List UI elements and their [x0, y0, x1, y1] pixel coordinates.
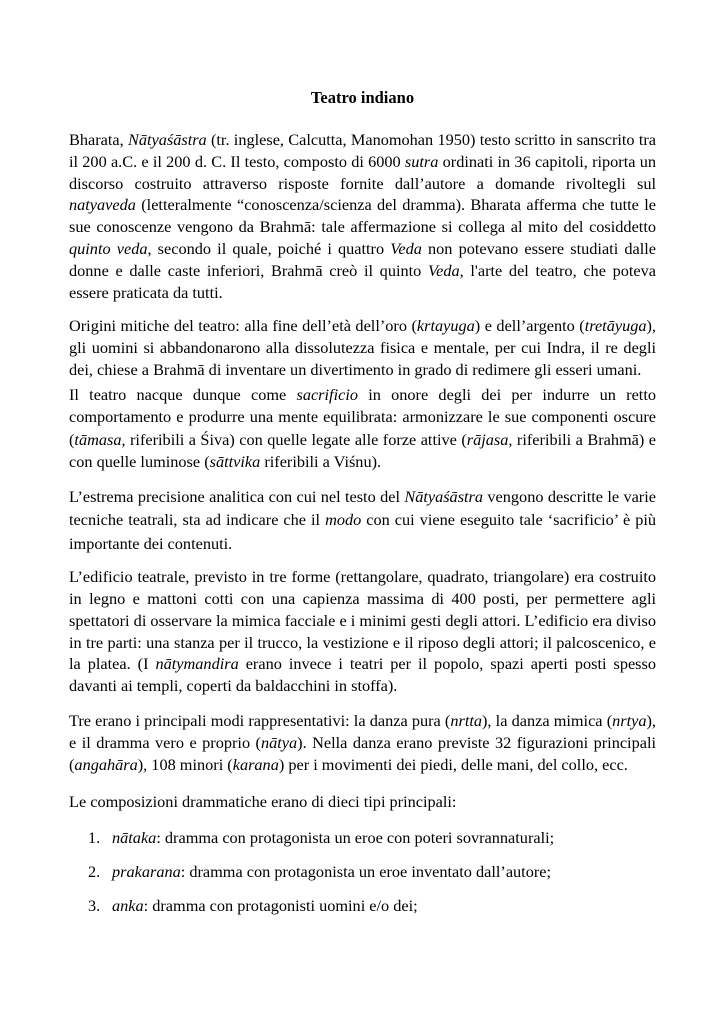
- italic-term: natyaveda: [69, 195, 136, 215]
- italic-term: sāttvika: [209, 452, 261, 472]
- italic-term: Nātyaśāstra: [404, 486, 484, 506]
- text-run: Le composizioni drammatiche erano di dieci tipi principali:: [69, 792, 457, 812]
- list-item: [88, 861, 656, 883]
- text-run: , l'arte del teatro, che poteva essere praticata da tutti.: [69, 260, 657, 302]
- list-text: : dramma con protagonista un eroe inventato dall’autore;: [180, 862, 552, 882]
- text-run: non potevano essere studiati dalle donne e dalle caste inferiori, Brahmā creò il quinto: [69, 238, 656, 280]
- list-term: nātaka: [112, 828, 157, 848]
- text-run: ), la danza mimica (: [482, 711, 613, 731]
- text-run: ), gli uomini si abbandonarono alla dissolutezza fisica e mentale, per cui Indra, il re degli dei, chiese a Brahmā di inventare un divertimento in grado di redimere gli esseri umani.: [69, 316, 656, 379]
- text-run: , riferibili a Śiva) con quelle legate alle forze attive (: [121, 429, 467, 449]
- list-number: 2.: [88, 862, 101, 882]
- paragraph-building: [69, 566, 656, 697]
- list-number: 3.: [88, 896, 101, 916]
- text-run: ), e il dramma vero e proprio (: [69, 711, 656, 752]
- text-run: ). Nella danza erano previste 32 figurazioni principali (: [69, 732, 656, 774]
- italic-term: nrtta: [450, 711, 483, 731]
- paragraph-modes: [69, 710, 656, 775]
- list-term: prakarana: [112, 862, 181, 882]
- text-run: erano invece i teatri per il popolo, spazi aperti posti spesso davanti ai templi, coperti da baldacchini in stoffa).: [69, 654, 656, 696]
- italic-term: karana: [232, 754, 279, 774]
- list-text: : dramma con protagonisti uomini e/o dei;: [143, 896, 418, 916]
- paragraph-compositions: [69, 791, 656, 813]
- list-number: 1.: [88, 828, 101, 848]
- list-item: [88, 827, 656, 849]
- text-run: , secondo il quale, poiché i quattro: [147, 238, 391, 258]
- text-run: , riferibili a Brahmā) e con quelle luminose (: [69, 429, 657, 472]
- list-text: : dramma con protagonista un eroe con poteri sovrannaturali;: [156, 828, 555, 848]
- text-run: ), 108 minori (: [137, 754, 233, 774]
- text-run: (tr. inglese, Calcutta, Manomohan 1950) testo scritto in sanscrito tra il 200 a.C. e il 200 d. C. Il testo, composto di 6000: [69, 130, 657, 171]
- list-item: [88, 895, 656, 917]
- italic-term: nātymandira: [155, 654, 239, 674]
- italic-term: quinto veda: [69, 238, 148, 258]
- italic-term: krtayuga: [416, 316, 475, 336]
- text-run: Bharata,: [69, 130, 128, 149]
- text-run: L’edificio teatrale, previsto in tre forme (rettangolare, quadrato, triangolare) era costruito in legno e mattoni cotti con una capienza massima di 400 posti, per permettere agli spettatori di osservare la mimica facciale e i minimi gesti degli attori. L’edificio era diviso in tre parti: una stanza per il trucco, la vestizione e il riposo degli attori; il palcoscenico, e la platea. (I: [69, 567, 656, 674]
- italic-term: sutra: [404, 151, 439, 171]
- text-run: ordinati in 36 capitoli, riporta un discorso costruito attraverso risposte fornite dall’autore a domande rivoltegli sul: [69, 151, 656, 193]
- italic-term: nātya: [260, 732, 298, 752]
- text-run: ) per i movimenti dei piedi, delle mani, del collo, ecc.: [278, 754, 628, 774]
- italic-term: angahāra: [74, 754, 138, 774]
- paragraph-origins: [69, 315, 656, 380]
- italic-term: tretāyuga: [584, 316, 647, 336]
- text-run: Origini mitiche del teatro: alla fine dell’età dell’oro (: [69, 316, 417, 336]
- italic-term: Veda: [427, 260, 460, 280]
- paragraph-intro: [69, 129, 656, 303]
- italic-term: tāmasa: [74, 429, 122, 449]
- text-run: con cui viene eseguito tale ‘sacrificio’ è più importante dei contenuti.: [69, 510, 657, 553]
- paragraph-sacrifice: [69, 384, 656, 474]
- italic-term: modo: [325, 510, 362, 530]
- list-term: anka: [112, 896, 144, 916]
- paragraph-precision: [69, 485, 656, 556]
- text-run: (letteralmente “conoscenza/scienza del dramma). Bharata afferma che tutte le sue conoscenze vengono da Brahmā: tale affermazione si collega al mito del cosiddetto: [69, 195, 656, 237]
- italic-term: rājasa: [466, 429, 509, 449]
- text-run: riferibili a Viśnu).: [260, 452, 382, 472]
- text-run: vengono descritte le varie tecniche teatrali, sta ad indicare che il: [69, 486, 656, 530]
- text-run: Il teatro nacque dunque come: [69, 384, 297, 404]
- italic-term: sacrificio: [296, 384, 358, 404]
- document-title: Teatro indiano: [310, 88, 415, 107]
- italic-term: Nātyaśāstra: [127, 130, 207, 149]
- text-run: ) e dell’argento (: [474, 316, 585, 336]
- text-run: Tre erano i principali modi rappresentativi: la danza pura (: [69, 711, 451, 731]
- italic-term: nrtya: [612, 711, 647, 731]
- italic-term: Veda: [390, 238, 422, 258]
- text-run: L’estrema precisione analitica con cui nel testo del: [69, 486, 405, 506]
- text-run: in onore degli dei per indurre un retto comportamento e produrre una mente equilibrata: armonizzare le sue componenti oscure (: [69, 384, 656, 449]
